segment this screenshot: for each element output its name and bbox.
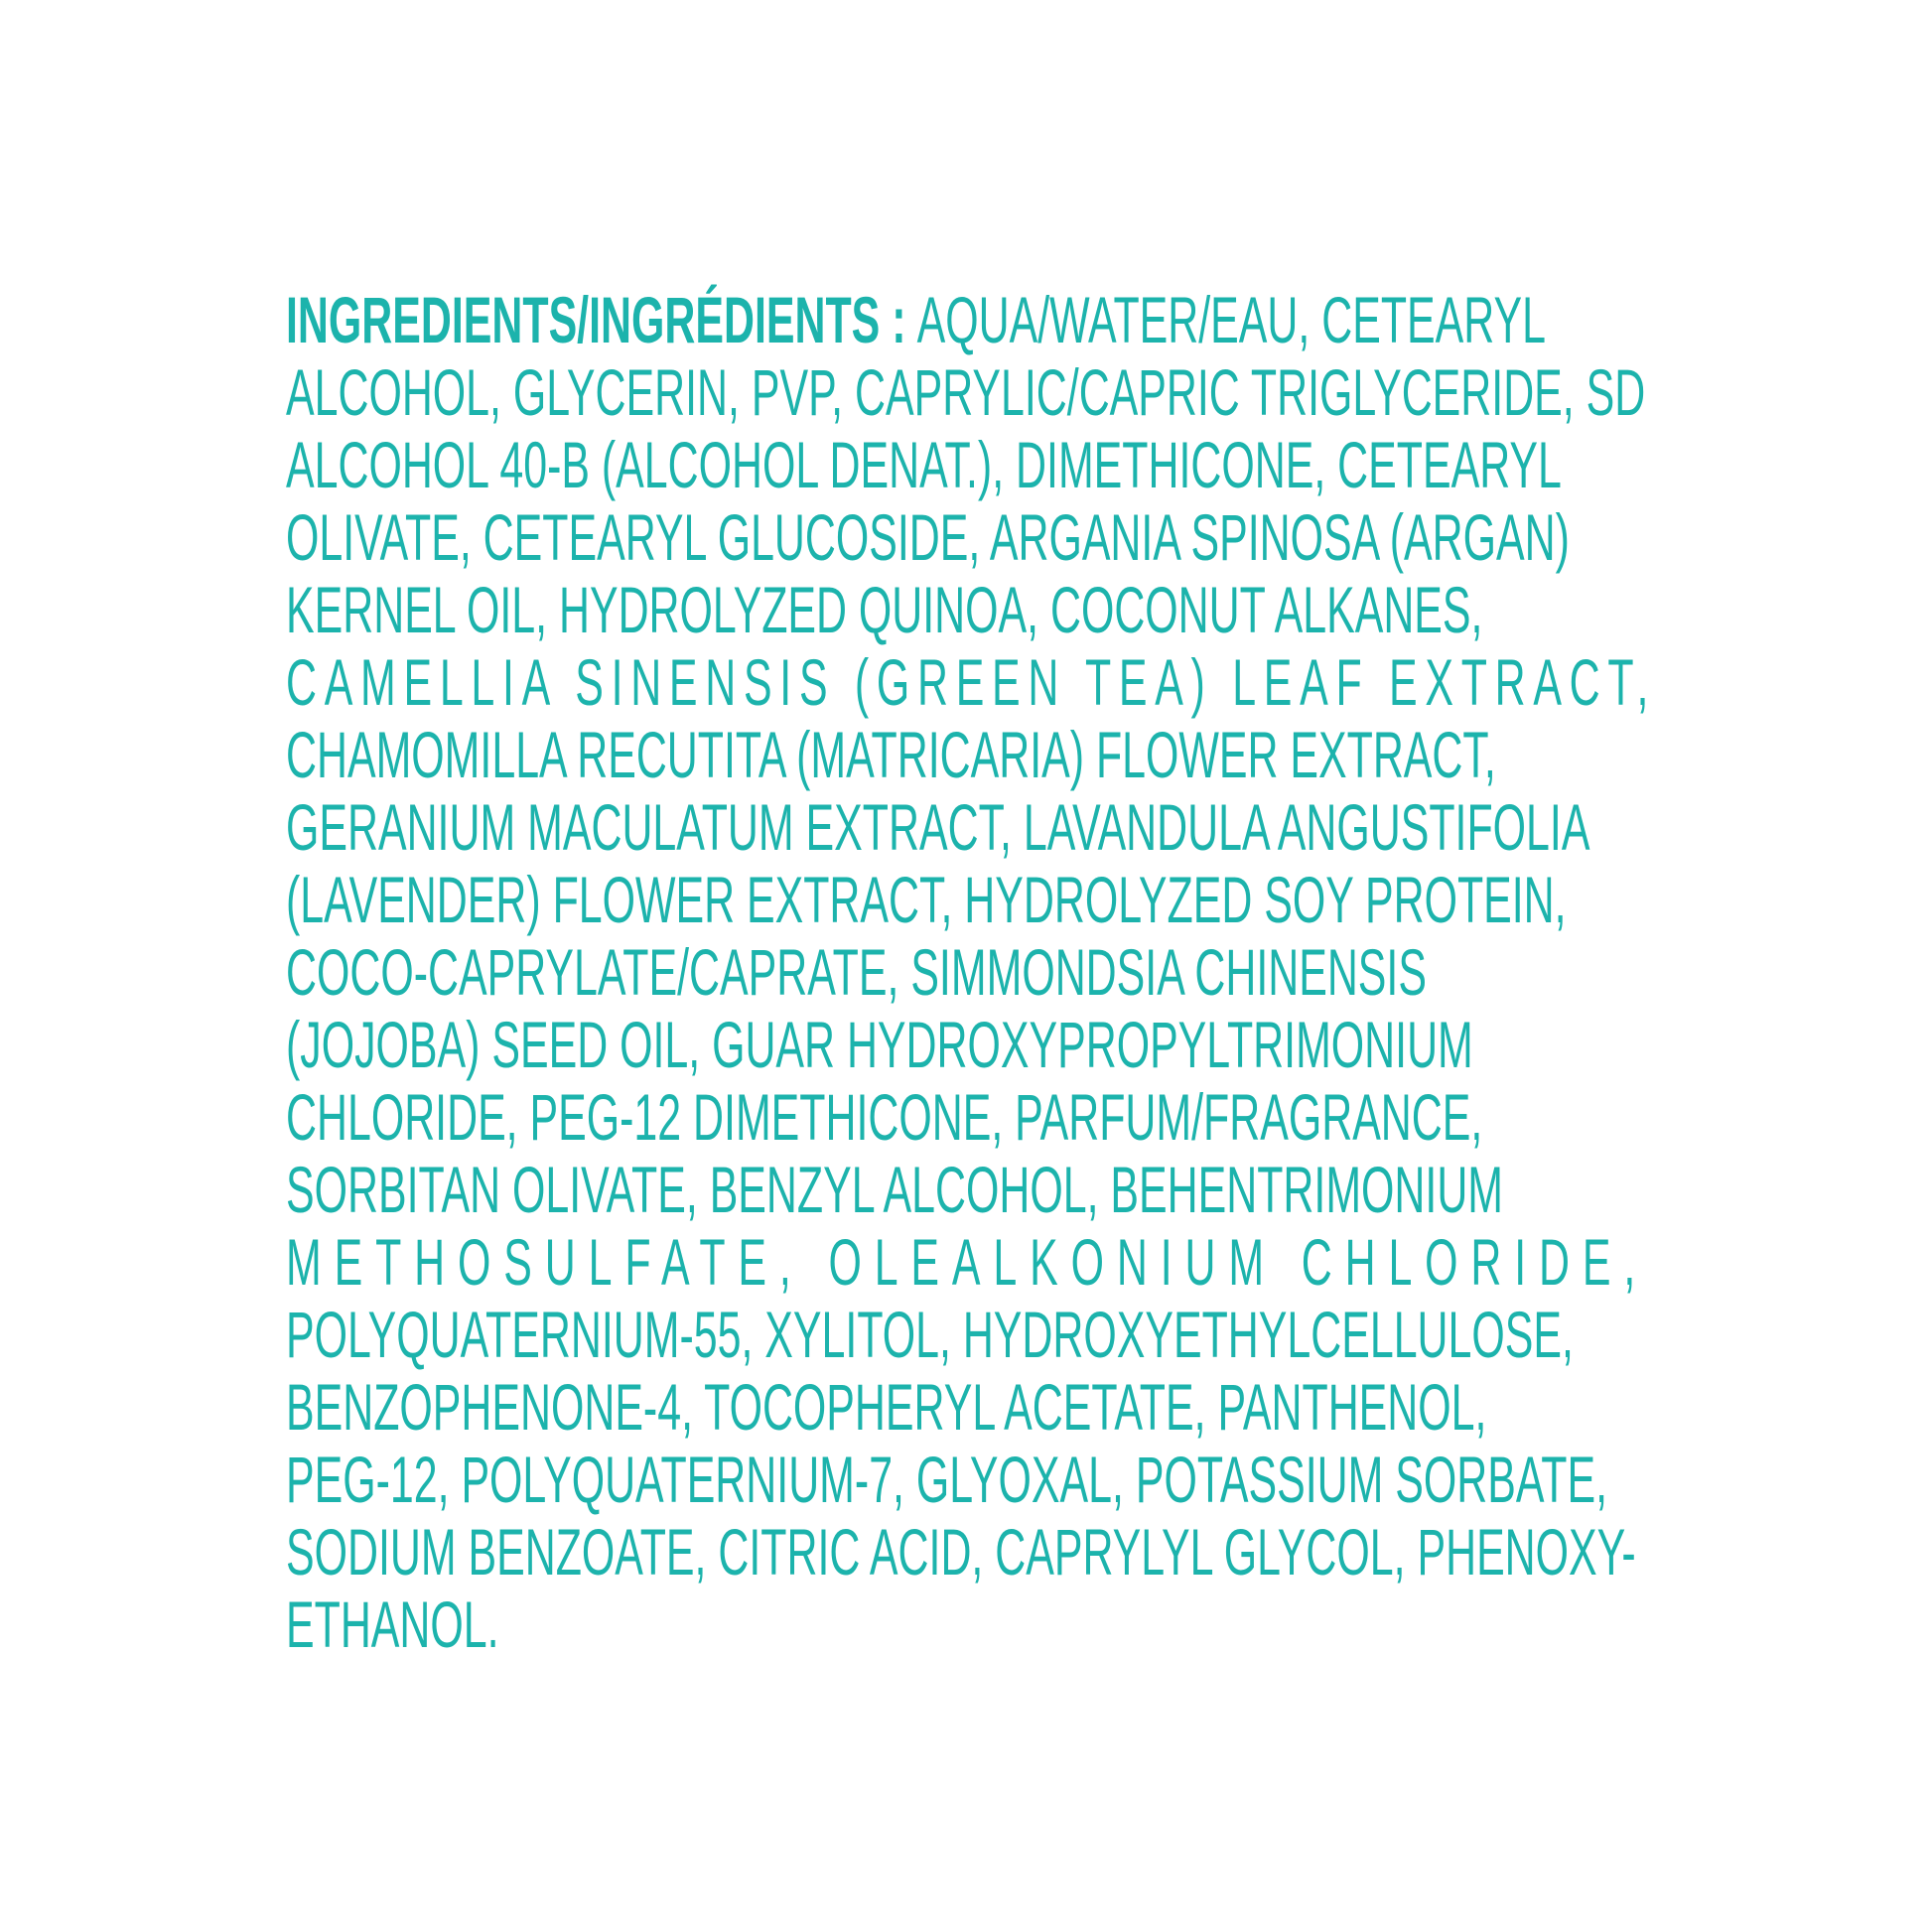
ingredients-line [286,284,1654,356]
ingredients-line: (JOJOBA) SEED OIL, GUAR HYDROXYPROPYLTRIMONIUM [286,1008,1473,1081]
ingredients-line: CAMELLIA SINENSIS (GREEN TEA) LEAF EXTRACT, [286,645,1657,719]
ingredients-line: GERANIUM MACULATUM EXTRACT, LAVANDULA ANGUSTIFOLIA [286,790,1590,864]
ingredients-line: (LAVENDER) FLOWER EXTRACT, HYDROLYZED SOY PROTEIN, [286,863,1567,936]
ingredients-line: CHAMOMILLA RECUTITA (MATRICARIA) FLOWER EXTRACT, [286,718,1496,791]
ingredients-line: METHOSULFATE, OLEALKONIUM CHLORIDE, [286,1225,1649,1299]
ingredients-line: SORBITAN OLIVATE, BENZYL ALCOHOL, BEHENTRIMONIUM [286,1153,1504,1226]
ingredients-line: ETHANOL. [286,1587,499,1661]
ingredients-line: SODIUM BENZOATE, CITRIC ACID, CAPRYLYL GLYCOL, PHENOXY- [286,1515,1636,1588]
ingredients-line: COCO-CAPRYLATE/CAPRATE, SIMMONDSIA CHINENSIS [286,935,1427,1009]
ingredients-heading: INGREDIENTS/INGRÉDIENTS : [286,283,906,356]
ingredients-line: ALCOHOL, GLYCERIN, PVP, CAPRYLIC/CAPRIC TRIGLYCERIDE, SD [286,355,1646,429]
ingredients-line-text: AQUA/WATER/EAU, CETEARYL [916,283,1546,356]
ingredients-line: OLIVATE, CETEARYL GLUCOSIDE, ARGANIA SPINOSA (ARGAN) [286,500,1570,574]
ingredients-line: CHLORIDE, PEG-12 DIMETHICONE, PARFUM/FRAGRANCE, [286,1080,1483,1154]
ingredients-line: POLYQUATERNIUM-55, XYLITOL, HYDROXYETHYLCELLULOSE, [286,1298,1574,1371]
ingredients-line: BENZOPHENONE-4, TOCOPHERYL ACETATE, PANTHENOL, [286,1370,1487,1444]
ingredients-line: PEG-12, POLYQUATERNIUM-7, GLYOXAL, POTASSIUM SORBATE, [286,1443,1607,1516]
ingredients-line: ALCOHOL 40-B (ALCOHOL DENAT.), DIMETHICONE, CETEARYL [286,428,1562,501]
ingredients-line: KERNEL OIL, HYDROLYZED QUINOA, COCONUT ALKANES, [286,573,1483,646]
ingredients-text-block [286,283,1657,1661]
